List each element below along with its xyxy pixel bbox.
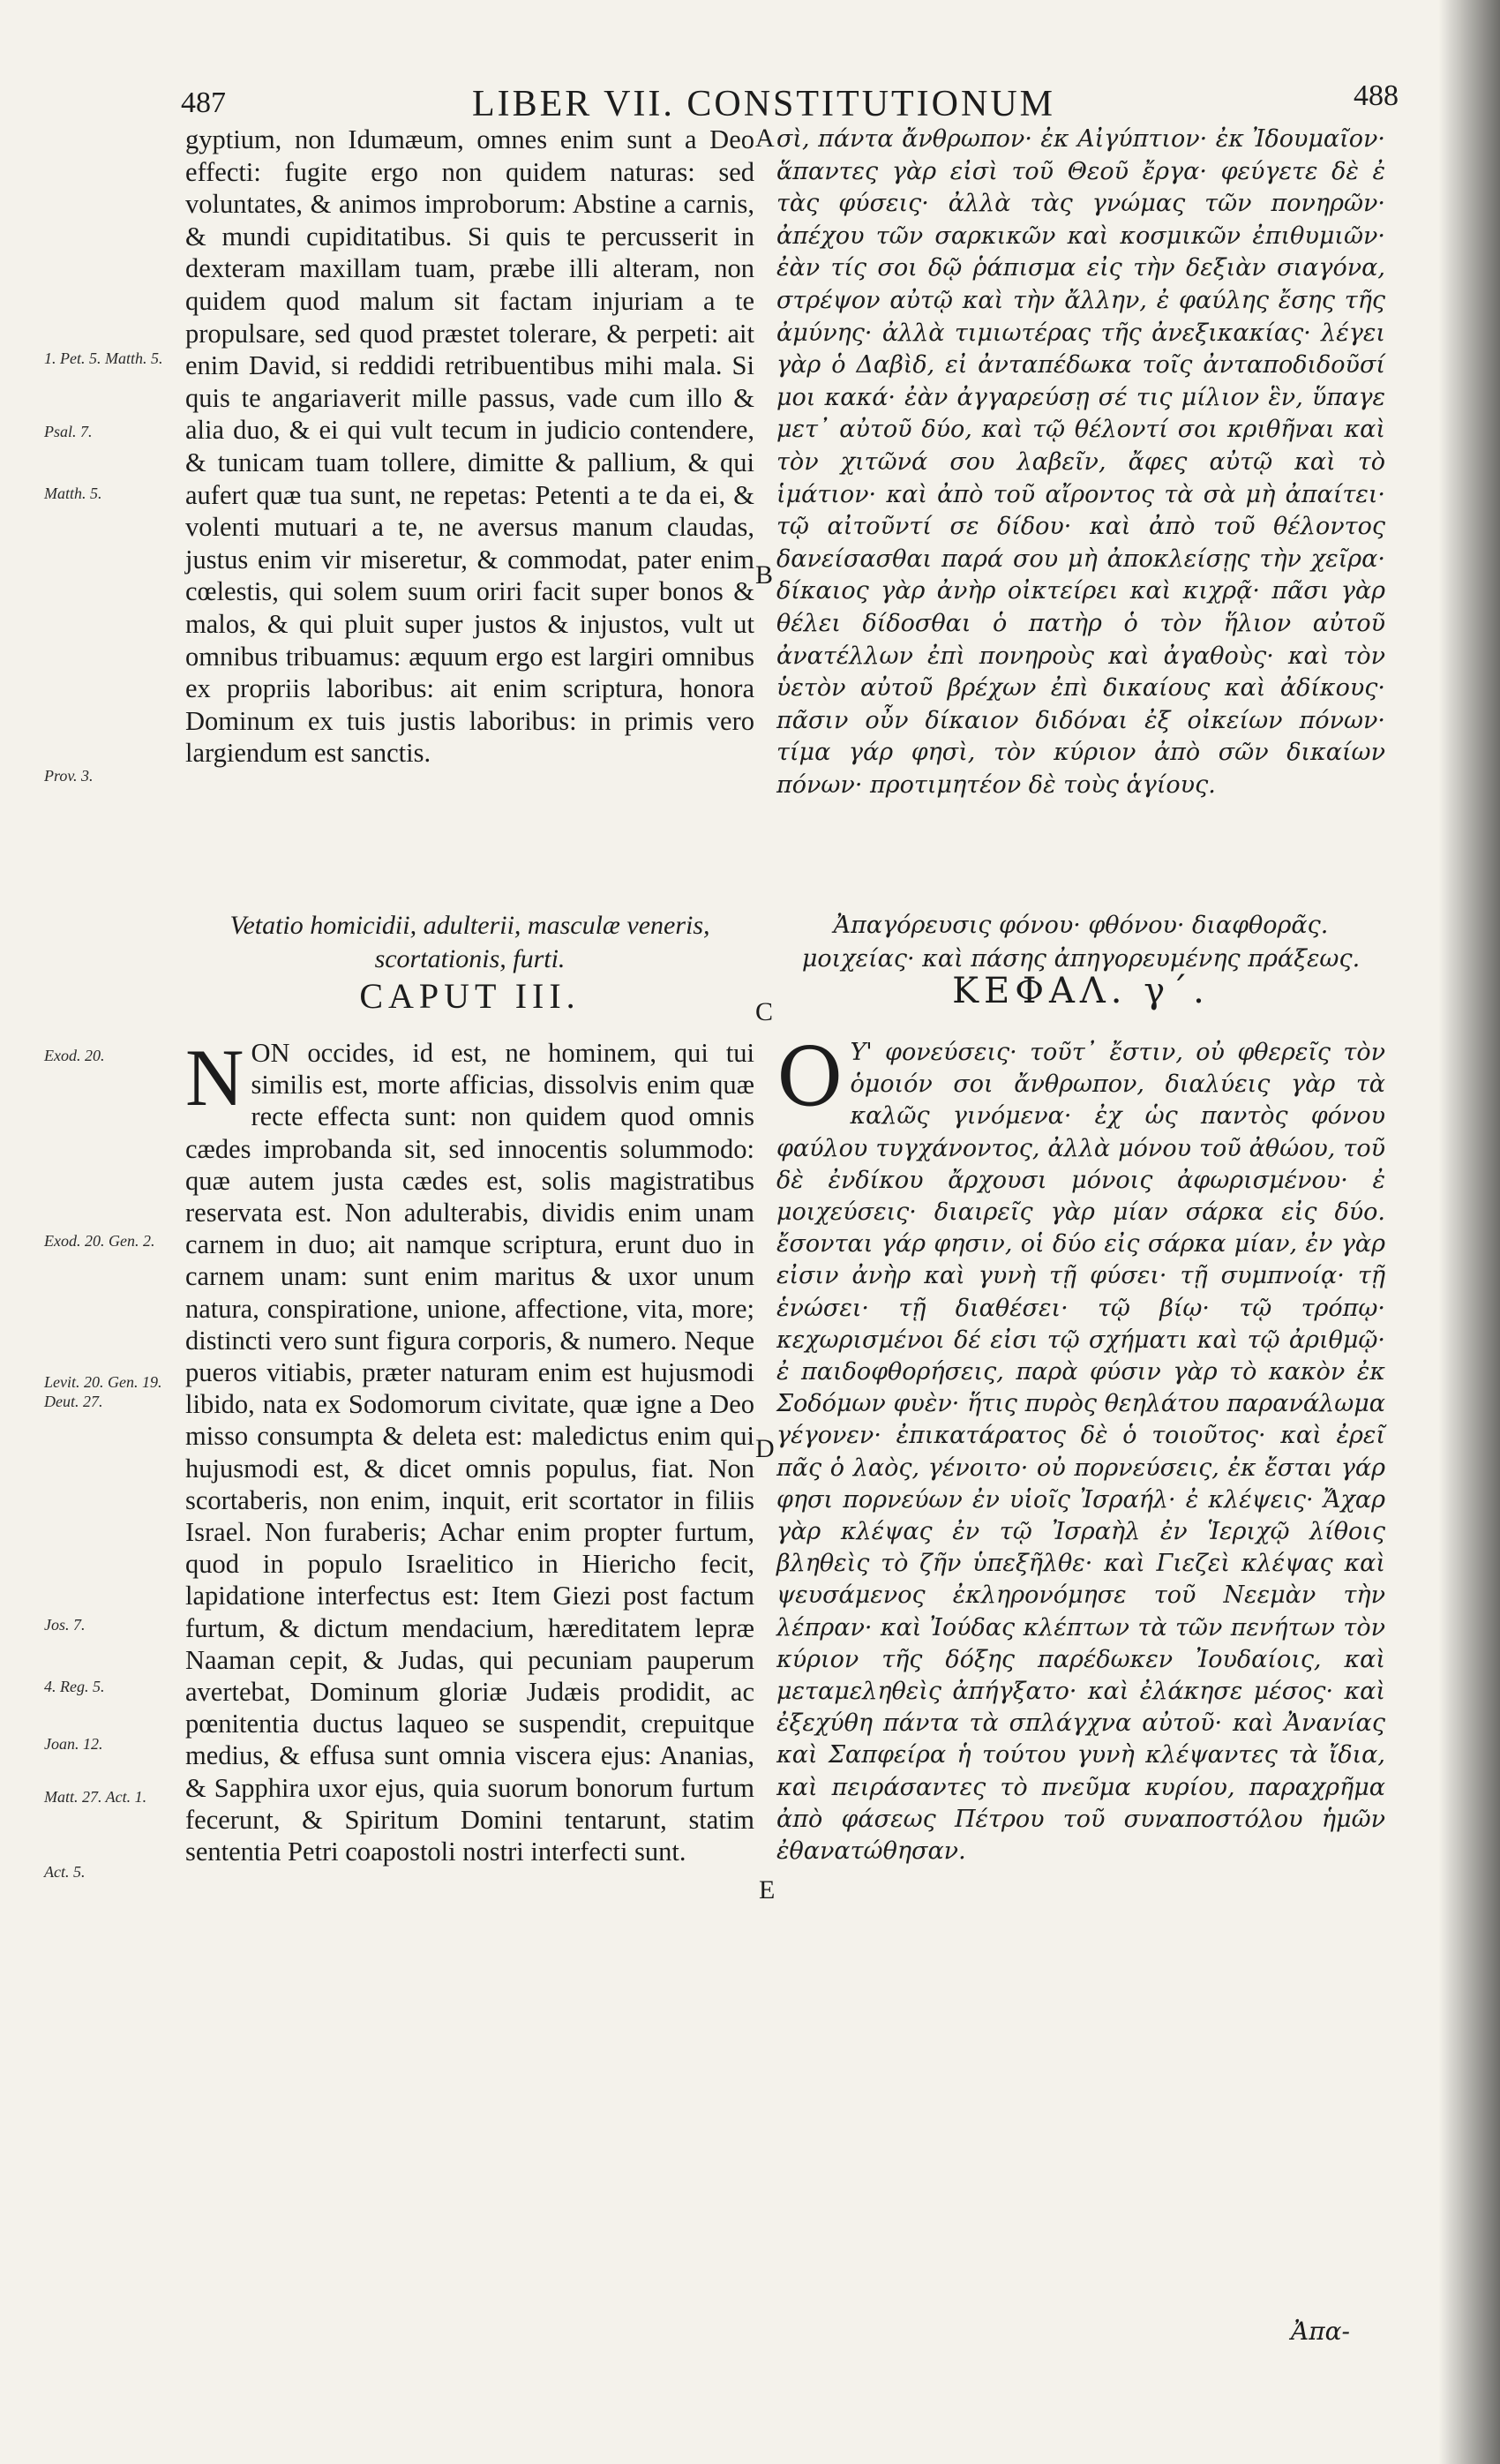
margin-note: Act. 5. <box>44 1863 86 1881</box>
chapter-summary-latin: Vetatio homicidii, adulterii, masculæ veneris, scortationis, furti. <box>229 911 710 973</box>
latin-column-chapter <box>185 1033 754 1867</box>
section-letter-c: C <box>755 997 774 1026</box>
margin-note: Matt. 27. Act. 1. <box>44 1788 147 1806</box>
margin-note: Jos. 7. <box>44 1616 86 1634</box>
margin-note: Exod. 20. <box>44 1047 105 1064</box>
margin-note: 1. Pet. 5. Matth. 5. <box>44 349 163 367</box>
greek-chapter-text: Υ' φονεύσεις· τοῦτ᾽ ἔστιν, οὐ φθερεῖς τὸν ὁμοιόν σοι ἄνθρωπον, διαλύεις γὰρ τὰ καλῶς γινόμενα· ἐχ ὡς παντὸς φόνου φαύλου τυγχάνοντος, ἀλλὰ μόνου τοῦ ἀθώου, τοῦ δὲ ἐνδίκου ἄρχουσι μόνοις ἀφωρισμένου· ἐ μοιχεύσεις· διαιρεῖς γὰρ μίαν σάρκα εἰς δύο. ἔσονται γάρ φησιν, οἱ δύο εἰς σάρκα μίαν, ἐν γὰρ εἰσιν ἀνὴρ καὶ γυνὴ τῇ φύσει· τῇ συμπνοίᾳ· τῇ ἑνώσει· τῇ διαθέσει· τῷ βίῳ· τῷ τρόπῳ· κεχωρισμένοι δέ εἰσι τῷ σχήματι καὶ τῷ ἀριθμῷ· ἐ παιδοφθορήσεις, παρὰ φύσιν γὰρ τὸ κακὸν ἐκ Σοδόμων φυὲν· ἥτις πυρὸς θεηλάτου παρανάλωμα γέγονεν· ἐπικατάρατος δὲ ὁ τοιοῦτος· καὶ ἐρεῖ πᾶς ὁ λαὸς, γένοιτο· οὐ πορνεύσεις, ἐκ ἔσται γάρ φησι πορνεύων ἐν υἱοῖς Ἰσραήλ· ἐ κλέψεις· Ἄχαρ γὰρ κλέψας ἐν τῷ Ἰσραὴλ ἐν Ἱεριχῷ λίθοις βληθεὶς τὸ ζῆν ὑπεξῆλθε· καὶ Γιεζεὶ κλέψας καὶ ψευσάμενος ἐκληρονόμησε τοῦ Νεεμὰν τὴν λέπραν· καὶ Ἰούδας κλέπτων τὰ τῶν πενήτων τὸν κύριον τῆς δόξης παρέδωκεν Ἰουδαίοις, καὶ μεταμεληθεὶς ἀπήγξατο· καὶ ἐλάκησε μέσος· καὶ ἐξεχύθη πάντα τὰ σπλάγχνα αὐτοῦ· καὶ Ἀνανίας καὶ Σαπφείρα ἡ τούτου γυνὴ κλέψαντες τὰ ἴδια, καὶ πειράσαντες τὸ πνεῦμα κυρίου, παραχρῆμα ἀπὸ φάσεως Πέτρου τοῦ συναποστόλου ἡμῶν ἐθανατώθησαν. <box>776 1039 1385 1866</box>
section-letter-b: B <box>755 560 774 590</box>
margin-note: Matth. 5. <box>44 485 102 502</box>
margin-note: 4. Reg. 5. <box>44 1678 105 1695</box>
latin-text: gyptium, non Idumæum, omnes enim sunt a Deo effecti: fugite ergo non quidem naturas: sed voluntates, & animos improborum: Abstine a carnis, & mundi cupiditatibus. Si quis te percusserit in dexteram maxillam tuam, præbe illi alteram, non quidem quod malum sit factam injuriam a te propulsare, sed quod præstet tolerare, & perpeti: ait enim David, si reddidi retribuentibus mihi mala. Si quis te angariaverit mille passus, vade cum illo & alia duo, & ei qui vult tecum in judicio contendere, & tunicam tuam tollere, dimitte & pallium, & qui aufert quæ tua sunt, ne repetas: Petenti a te da ei, & volenti mutuari a te, ne aversus manum claudas, justus enim vir miseretur, & commodat, pater enim cœlestis, qui solem suum oriri facit super bonos & malos, & qui pluit super justos & injustos, vult ut omnibus tribuamus: æquum ergo est largiri omnibus ex propriis laboribus: ait enim scriptura, honora Dominum ex tuis justis laboribus: in primis vero largiendum est sanctis. <box>185 124 754 769</box>
chapter-summary-greek: Ἀπαγόρευσις φόνου· φθόνου· διαφθορᾶς. μοιχείας· καὶ πάσης ἀπηγορευμένης πράξεως. <box>801 912 1361 973</box>
margin-note: Exod. 20. Gen. 2. <box>44 1232 155 1250</box>
greek-text: σὶ, πάντα ἄνθρωπον· ἐκ Αἰγύπτιον· ἐκ Ἰδουμαῖον· ἅπαντες γὰρ εἰσὶ τοῦ Θεοῦ ἔργα· φεύγετε δὲ ἐ τὰς φύσεις· ἀλλὰ τὰς γνώμας τῶν πονηρῶν· ἀπέχου τῶν σαρκικῶν καὶ κοσμικῶν ἐπιθυμιῶν· ἐὰν τίς σοι δῷ ῥάπισμα εἰς τὴν δεξιὰν σιαγόνα, στρέψον αὐτῷ καὶ τὴν ἄλλην, ἐ φαύλης ἔσης τῆς ἀμύνης· ἀλλὰ τιμιωτέρας τῆς ἀνεξικακίας· λέγει γὰρ ὁ Δαβὶδ, εἰ ἀνταπέδωκα τοῖς ἀνταποδιδοῦσί μοι κακά· ἐὰν ἀγγαρεύσῃ σέ τις μίλιον ἓν, ὕπαγε μετ᾽ αὐτοῦ δύο, καὶ τῷ θέλοντί σοι κριθῆναι καὶ τὸν χιτῶνά σου λαβεῖν, ἄφες αὐτῷ καὶ τὸ ἱμάτιον· καὶ ἀπὸ τοῦ αἴροντος τὰ σὰ μὴ ἀπαίτει· τῷ αἰτοῦντί σε δίδου· καὶ ἀπὸ τοῦ θέλοντος δανείσασθαι παρά σου μὴ ἀποκλείσῃς τὴν χεῖρα· δίκαιος γὰρ ἀνὴρ οἰκτείρει καὶ κιχρᾷ· πᾶσι γὰρ θέλει δίδοσθαι ὁ πατὴρ ὁ τὸν ἥλιον αὐτοῦ ἀνατέλλων ἐπὶ πονηροὺς καὶ ἀγαθοὺς· καὶ τὸν ὑετὸν αὐτοῦ βρέχων ἐπὶ δικαίους καὶ ἀδίκους· πᾶσιν οὖν δίκαιον διδόναι ἐξ οἰκείων πόνων· τίμα γάρ φησὶ, τὸν κύριον ἀπὸ σῶν δικαίων πόνων· προτιμητέον δὲ τοὺς ἁγίους. <box>776 125 1385 799</box>
section-letter-e: E <box>759 1875 776 1904</box>
margin-note: Prov. 3. <box>44 767 94 785</box>
greek-column-top <box>776 124 1385 801</box>
page-edge-shadow <box>1438 0 1500 2464</box>
margin-notes <box>44 0 168 2464</box>
greek-column-chapter <box>776 1030 1385 1867</box>
chapter-heading-latin: CAPUT III. <box>359 976 581 1016</box>
catchword: Ἀπα- <box>1291 2317 1350 2346</box>
latin-chapter-text: ON occides, id est, ne hominem, qui tui similis est, morte afficias, dissolvis enim quæ recte effecta sunt: non quidem quod omnis cædes improbanda sit, sed innocentis solummodo: quæ autem justa cædes est, solis magistratibus reservata est. Non adulterabis, dividis enim unam carnem in duo; ait namque scriptura, erunt duo in carnem unam: sunt enim maritus & uxor unum natura, conspiratione, unione, affectione, vita, more; distincti vero sunt figura corporis, & numero. Neque pueros vitiabis, præter naturam enim est hujusmodi libido, nata ex Sodomorum civitate, quæ igne a Deo misso consumpta & deleta est: maledictus enim qui hujusmodi est, & dicet omnis populus, fiat. Non scortaberis, non enim, inquit, erit scortator in filiis Israel. Non furaberis; Achar enim propter furtum, quod in populo Israelitico in Hiericho fecit, lapidatione interfectus est: Item Giezi post factum furtum, & dictum mendacium, hæreditatem lepræ Naaman cepit, & Judas, qui pecuniam pauperum avertebat, Dominum gloriæ Judæis prodidit, ac pœnitentia ductus laqueo se suspendit, crepuitque medius, & effusa sunt omnia viscera ejus: Ananias, & Sapphira uxor ejus, quia suorum bonorum furtum fecerunt, & Spiritum Domini tentarunt, statim sententia Petri coapostoli nostri interfecti sunt. <box>185 1038 754 1867</box>
margin-note: Levit. 20. Gen. 19. Deut. 27. <box>44 1373 162 1410</box>
margin-note: Joan. 12. <box>44 1735 103 1753</box>
page-title: LIBER VII. CONSTITUTIONUM <box>472 84 1056 124</box>
section-letter-a: A <box>755 124 775 153</box>
margin-note: Psal. 7. <box>44 423 93 440</box>
page-number-left: 487 <box>181 86 226 119</box>
latin-column-top <box>185 124 754 770</box>
page-number-right: 488 <box>1354 79 1399 112</box>
section-letter-d: D <box>755 1434 775 1463</box>
chapter-heading-greek: ΚΕΦΑΛ. γ΄. <box>952 971 1210 1011</box>
drop-cap-latin: N <box>185 1033 244 1123</box>
drop-cap-greek: O <box>776 1030 844 1124</box>
